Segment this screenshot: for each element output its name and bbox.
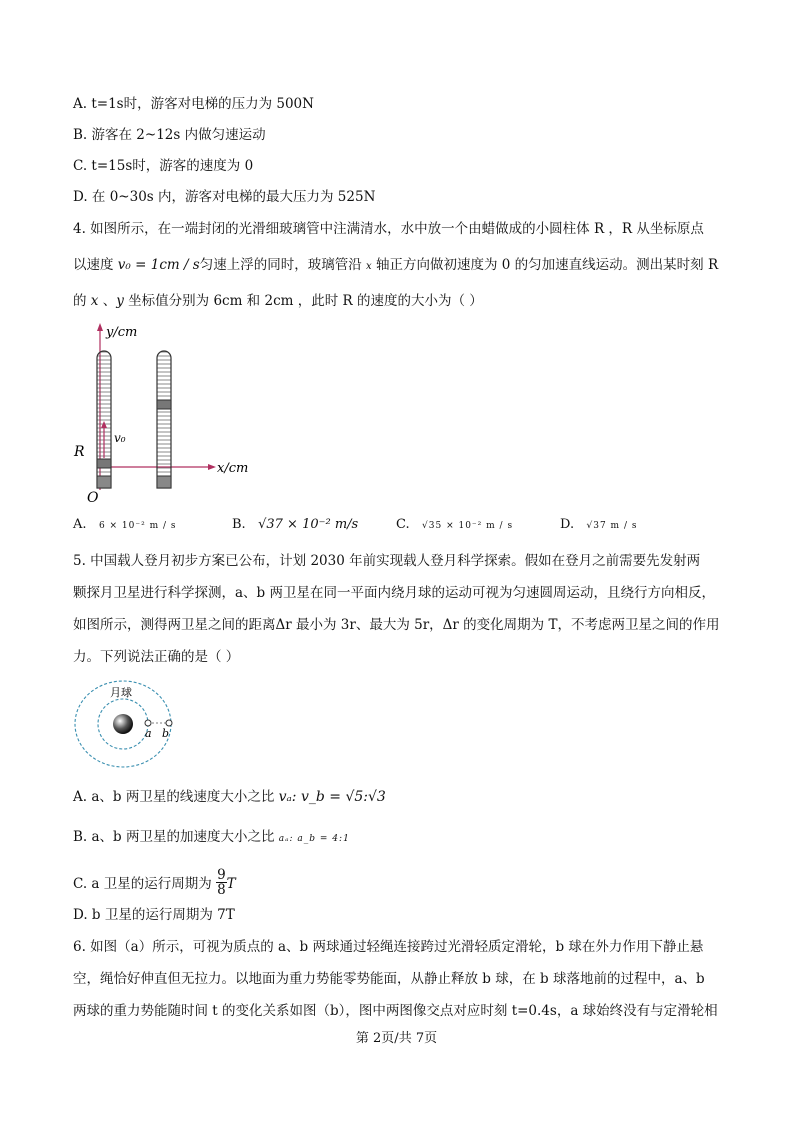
fraction-numerator: 9 — [217, 867, 226, 883]
q4-option-d — [560, 517, 637, 532]
q5-option-a — [73, 788, 386, 806]
q5-line-3: 如图所示，测得两卫星之间的距离Δr 最小为 3r、最大为 5r，Δr 的变化周期为 T，不考虑两卫星之间的作用 — [73, 617, 720, 633]
q5-option-a-formula: vₐ: v_b = √5:√3 — [278, 789, 386, 805]
origin-label: O — [87, 490, 99, 506]
satellite-b-label: b — [162, 727, 170, 740]
q4-x-symbol: x — [366, 261, 372, 272]
q5-line-2: 颗探月卫星进行科学探测，a、b 两卫星在同一平面内绕月球的运动可视为匀速圆周运动，且绕行方向相反， — [73, 585, 715, 601]
q5-line-1: 5. 中国载人登月初步方案已公布，计划 2030 年前实现载人登月科学探索。假如在登月之前需要先发射两 — [73, 553, 701, 569]
q4-option-b-value: √37 × 10⁻² m/s — [258, 517, 359, 532]
tube-2-base — [157, 476, 171, 488]
page-footer: 第 2页/共 7页 — [355, 1031, 438, 1046]
q4-option-d-value: √37 m / s — [586, 521, 638, 531]
q3-option-a: A. t=1s时，游客对电梯的压力为 500N — [73, 96, 314, 112]
r-label: R — [74, 444, 85, 460]
q3-option-b: B. 游客在 2~12s 内做匀速运动 — [73, 127, 266, 143]
q5-option-c — [73, 867, 236, 899]
q4-text: 、 — [98, 293, 117, 309]
moon — [113, 714, 133, 734]
q4-text: 匀速上浮的同时，玻璃管沿 — [199, 257, 367, 273]
option-label: A. — [73, 517, 87, 532]
tube-1-base — [97, 476, 111, 488]
wax-cylinder-r — [97, 459, 111, 468]
period-symbol: T — [226, 876, 236, 892]
y-axis-arrow — [97, 323, 103, 331]
q5-orbit-diagram — [72, 676, 184, 772]
glass-tube-2 — [157, 351, 171, 488]
q4-text: 以速度 — [73, 257, 118, 273]
q5-option-a-text: A. a、b 两卫星的线速度大小之比 — [73, 789, 279, 805]
satellite-b — [166, 720, 172, 726]
q5-option-d: D. b 卫星的运行周期为 7T — [73, 907, 235, 923]
option-label: D. — [560, 517, 575, 532]
q4-text: 的 — [73, 293, 91, 309]
q4-line-1: 4. 如图所示，在一端封闭的光滑细玻璃管中注满清水，水中放一个由蜡做成的小圆柱体 R ，R 从坐标原点 — [73, 221, 704, 237]
satellite-a — [145, 720, 151, 726]
q4-option-a-value: 6 × 10⁻² m / s — [98, 521, 177, 531]
option-label: B. — [232, 517, 246, 532]
q4-velocity-formula: v₀ = 1cm / s — [117, 257, 200, 273]
q4-line-2 — [73, 256, 718, 276]
q3-option-c: C. t=15s时，游客的速度为 0 — [73, 158, 254, 174]
v0-label: v₀ — [114, 431, 126, 445]
q5-line-4: 力。下列说法正确的是（ ） — [73, 649, 240, 665]
q6-line-2: 空，绳恰好伸直但无拉力。以地面为重力势能零势能面，从静止释放 b 球，在 b 球落地前的过程中，a、b — [73, 971, 705, 987]
q4-text: 轴正方向做初速度为 0 的匀加速直线运动。测出某时刻 R — [371, 257, 719, 273]
q4-option-c — [396, 517, 513, 532]
q4-option-c-value: √35 × 10⁻² m / s — [422, 521, 514, 531]
moon-label: 月球 — [110, 686, 132, 699]
q4-option-a — [73, 517, 177, 532]
q3-option-d: D. 在 0~30s 内，游客对电梯的最大压力为 525N — [73, 189, 376, 205]
q4-y-symbol: y — [116, 293, 124, 309]
option-label: C. — [396, 517, 410, 532]
q4-line-3 — [73, 292, 483, 310]
q4-text: 坐标值分别为 6cm 和 2cm ，此时 R 的速度的大小为（ ） — [123, 293, 483, 309]
y-axis-label: y/cm — [106, 325, 138, 340]
q6-line-3: 两球的重力势能随时间 t 的变化关系如图（b），图中两图像交点对应时刻 t=0.4s，a 球始终没有与定滑轮相 — [73, 1003, 718, 1019]
q4-option-b — [232, 517, 358, 532]
q4-tube-diagram — [70, 318, 260, 508]
q5-fraction — [216, 868, 227, 897]
q5-option-c-text: C. a 卫星的运行周期为 — [73, 876, 212, 892]
q4-x-symbol: x — [90, 293, 99, 309]
x-axis-label: x/cm — [217, 461, 249, 476]
q5-option-b-formula: aₐ: a_b = 4:1 — [278, 834, 350, 844]
q5-option-b — [73, 828, 350, 848]
satellite-a-label: a — [145, 727, 152, 740]
q6-line-1: 6. 如图（a）所示，可视为质点的 a、b 两球通过轻绳连接跨过光滑轻质定滑轮，b 球在外力作用下静止悬 — [73, 939, 704, 955]
fraction-denominator: 8 — [217, 882, 226, 898]
wax-cylinder-2 — [157, 400, 171, 409]
q5-option-b-text: B. a、b 两卫星的加速度大小之比 — [73, 829, 279, 845]
x-axis-arrow — [208, 464, 216, 470]
